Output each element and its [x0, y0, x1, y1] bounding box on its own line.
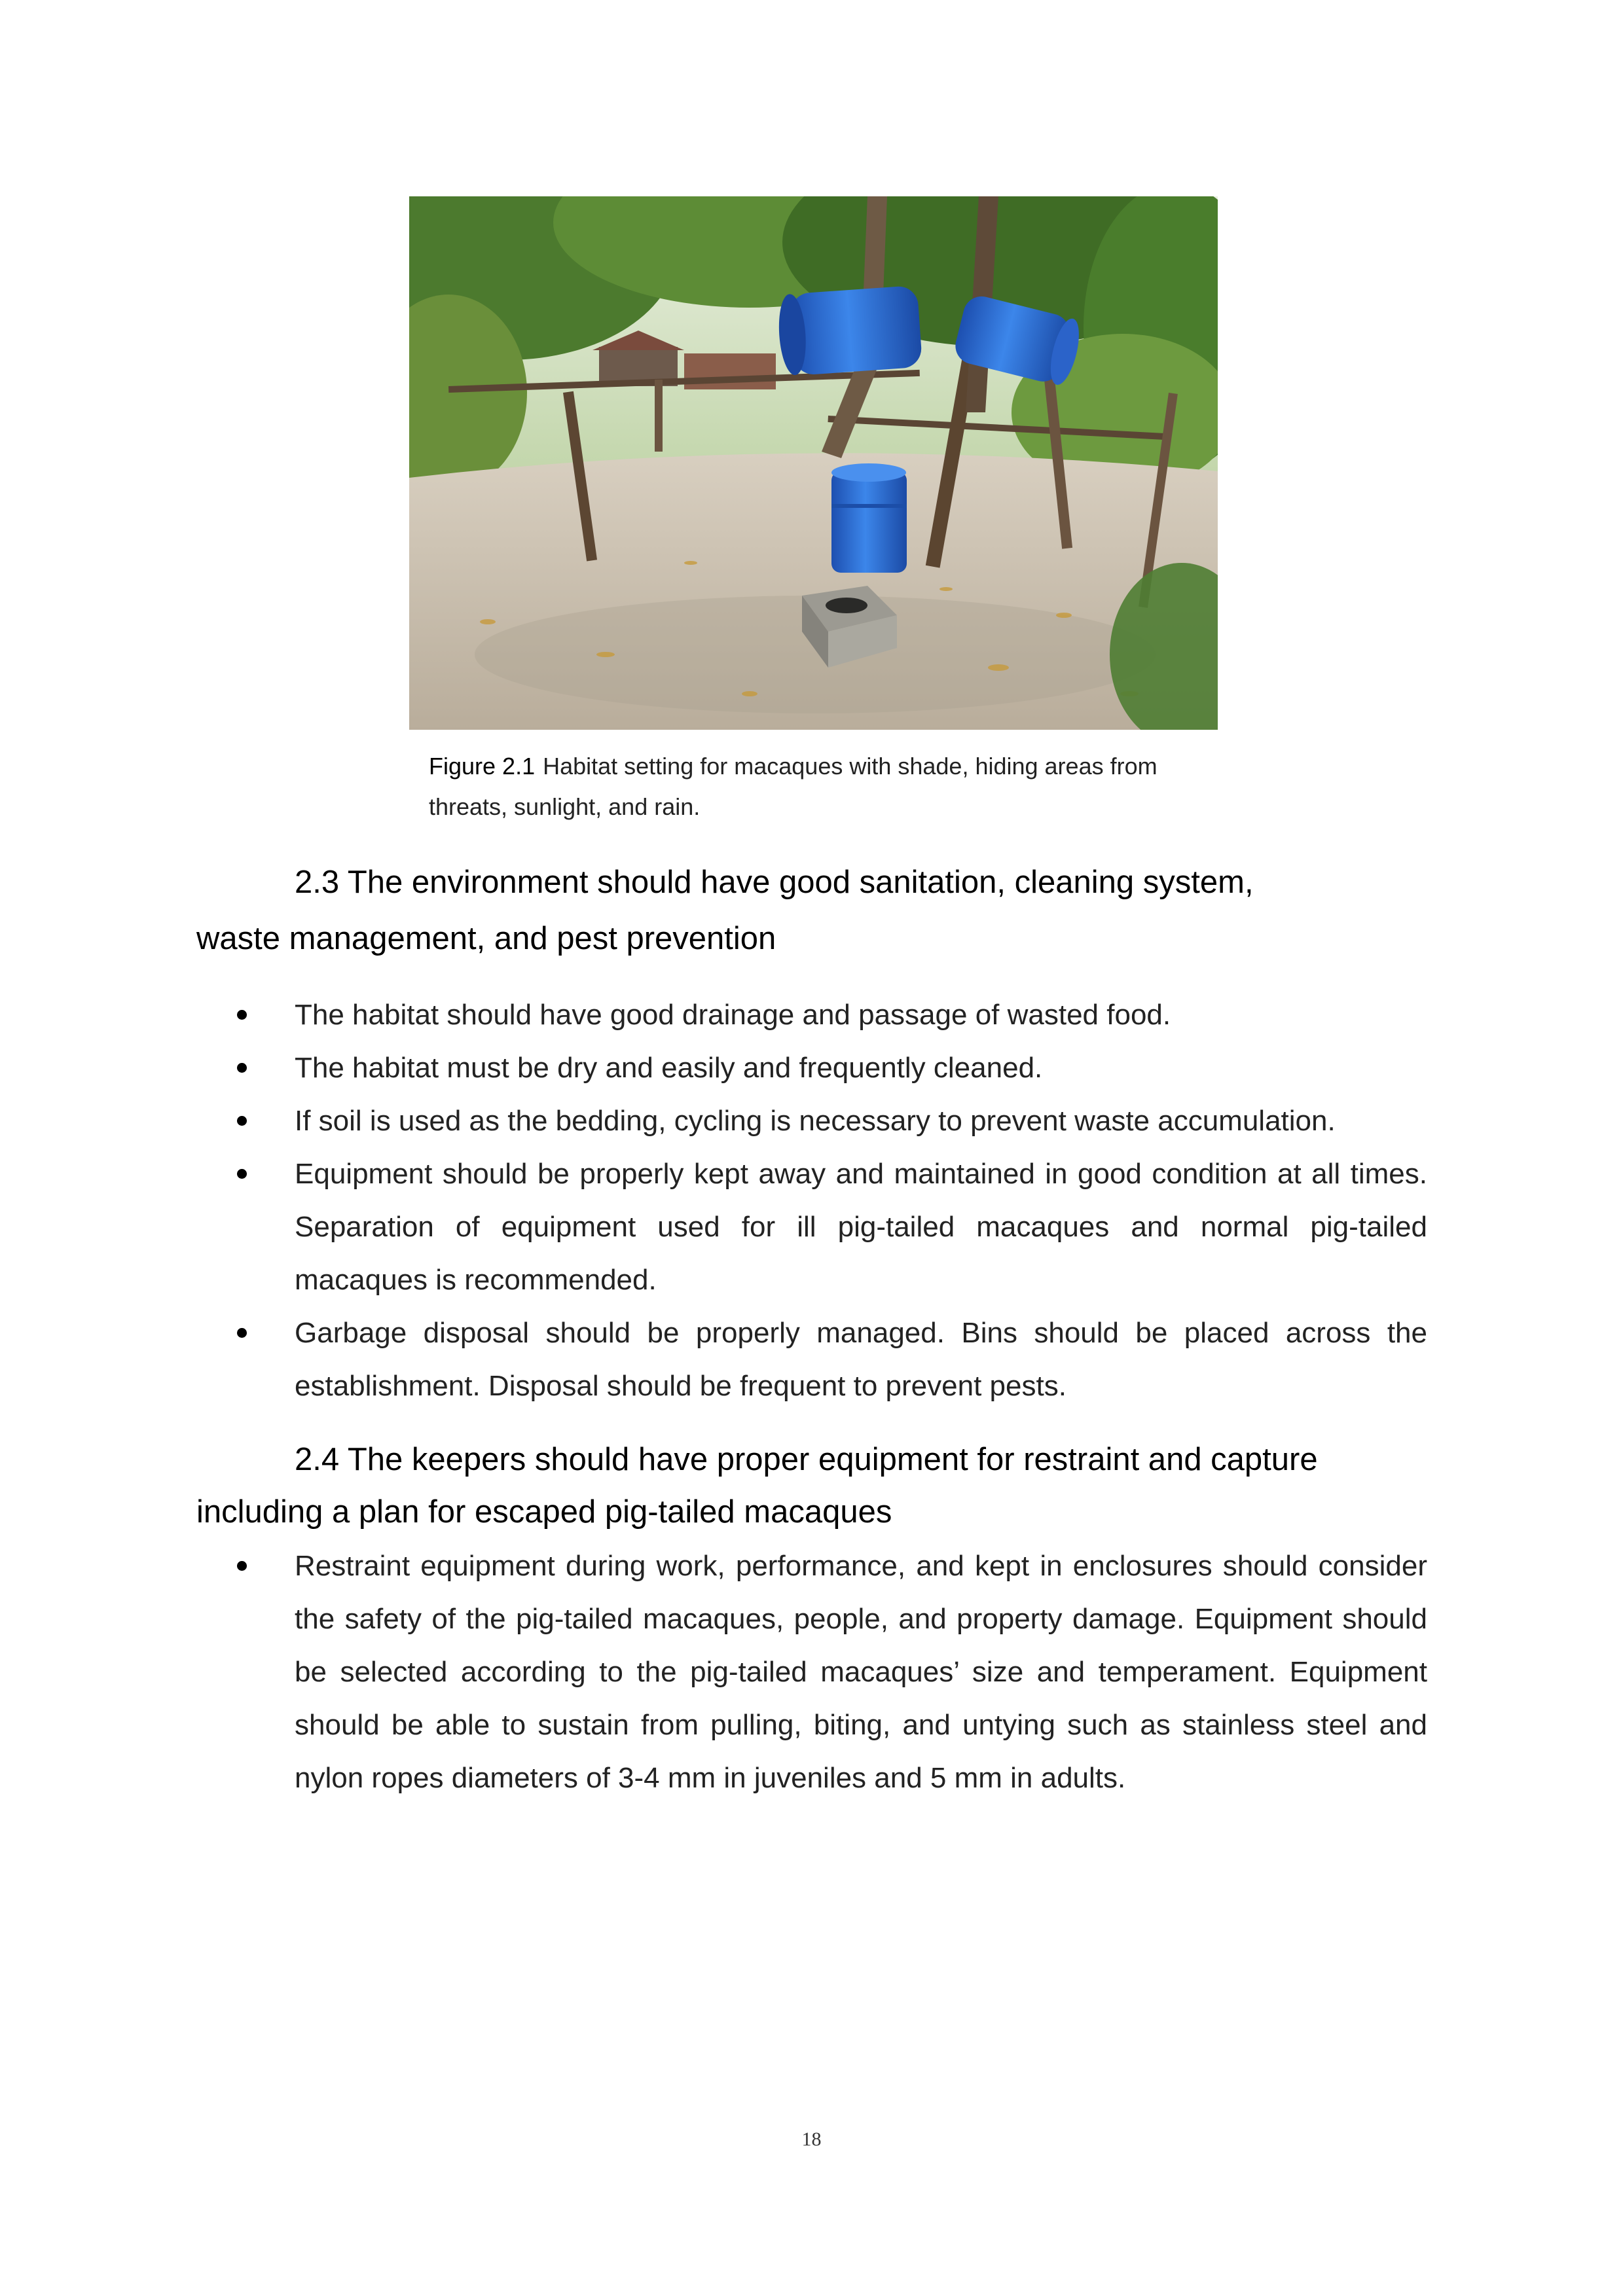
section-heading-2-4-line1: 2.4 The keepers should have proper equipment for restraint and capture — [295, 1442, 1318, 1477]
bullet-icon — [237, 1116, 247, 1126]
list-item — [196, 1041, 1427, 1094]
habitat-photo-illustration — [409, 196, 1218, 730]
bullet-icon — [237, 1328, 247, 1338]
list-item-text: Restraint equipment during work, performance, and kept in enclosures should consider the safety of the pig-tailed macaques, people, and property damage. Equipment should be selected according to the pig-tailed macaques’ size and temperament. Equipment should be able to sustain from pulling, biting, and untying such as stainless steel and nylon ropes diameters of 3-4 mm in juveniles and 5 mm in adults. — [295, 1550, 1427, 1794]
list-item-text: Garbage disposal should be properly managed. Bins should be placed across the establishment. Disposal should be frequent to prevent pests. — [295, 1317, 1427, 1402]
section-heading-2-3 — [196, 854, 1427, 967]
list-item — [196, 1094, 1427, 1147]
bullet-icon — [237, 1010, 247, 1020]
list-item-text: The habitat should have good drainage and passage of wasted food. — [295, 999, 1171, 1031]
list-item — [196, 1306, 1427, 1412]
section-heading-2-4 — [196, 1433, 1427, 1538]
list-item — [196, 1539, 1427, 1804]
list-item — [196, 988, 1427, 1041]
section-heading-2-3-line1: 2.3 The environment should have good sanitation, cleaning system, — [295, 865, 1254, 900]
bullet-icon — [237, 1063, 247, 1073]
habitat-photo — [409, 196, 1218, 730]
list-item-text: If soil is used as the bedding, cycling is necessary to prevent waste accumulation. — [295, 1105, 1336, 1137]
list-item — [196, 1147, 1427, 1306]
figure-caption — [429, 746, 1214, 827]
section-2-3-list — [196, 988, 1427, 1412]
page-number: 18 — [801, 2128, 822, 2150]
bullet-icon — [237, 1561, 247, 1571]
section-heading-2-3-line2: waste management, and pest prevention — [196, 921, 776, 956]
bullet-icon — [237, 1169, 247, 1179]
section-heading-2-4-line2: including a plan for escaped pig-tailed macaques — [196, 1494, 892, 1530]
list-item-text: Equipment should be properly kept away and maintained in good condition at all times. Separation of equipment used for ill pig-tailed macaques and normal pig-tailed macaques is recommended. — [295, 1158, 1427, 1296]
section-2-4-list — [196, 1539, 1427, 1804]
figure-caption-text: Habitat setting for macaques with shade, hiding areas from threats, sunlight, and rain. — [429, 753, 1158, 820]
list-item-text: The habitat must be dry and easily and frequently cleaned. — [295, 1052, 1043, 1084]
figure-label: Figure 2.1 — [429, 753, 536, 780]
